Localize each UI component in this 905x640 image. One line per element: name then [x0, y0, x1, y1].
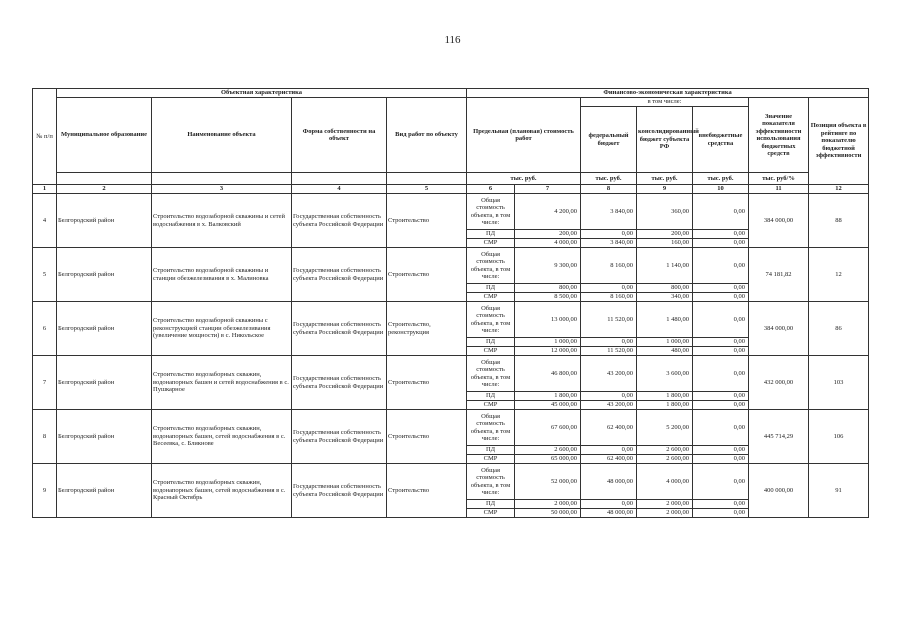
row-position: 106: [809, 410, 869, 464]
row-label-pd: ПД: [467, 446, 515, 455]
row-label-smr: СМР: [467, 455, 515, 464]
smr-consolidated: 160,00: [637, 239, 693, 248]
row-number: 4: [33, 194, 57, 248]
header-blank: [152, 173, 292, 185]
row-label-smr: СМР: [467, 239, 515, 248]
row-object-name: Строительство водозаборных скважин, водонапорных башен, сетей водоснабжения в с. Весеевка, с. Бликнове: [152, 410, 292, 464]
total-extra: 0,00: [693, 194, 749, 230]
unit-consolidated: тыс. руб.: [637, 173, 693, 185]
pd-max-cost: 200,00: [515, 230, 581, 239]
row-work-type: Строительство: [387, 410, 467, 464]
row-ownership: Государственная собственность субъекта Российской Федерации: [292, 464, 387, 518]
col-number: 11: [749, 185, 809, 194]
smr-federal: 62 400,00: [581, 455, 637, 464]
row-label-smr: СМР: [467, 401, 515, 410]
row-indicator: 400 000,00: [749, 464, 809, 518]
row-label-pd: ПД: [467, 284, 515, 293]
row-number: 8: [33, 410, 57, 464]
table-row: [33, 194, 869, 230]
row-object-name: Строительство водозаборных скважин, водонапорных башен и сетей водоснабжения в с. Пушкарное: [152, 356, 292, 410]
unit-max-cost: тыс. руб.: [467, 173, 581, 185]
row-position: 91: [809, 464, 869, 518]
col-number: 10: [693, 185, 749, 194]
header-blank: [57, 173, 152, 185]
pd-extra: 0,00: [693, 284, 749, 293]
pd-max-cost: 1 000,00: [515, 338, 581, 347]
pd-consolidated: 1 800,00: [637, 392, 693, 401]
row-label-smr: СМР: [467, 293, 515, 302]
smr-extra: 0,00: [693, 293, 749, 302]
pd-consolidated: 800,00: [637, 284, 693, 293]
row-position: 88: [809, 194, 869, 248]
row-indicator: 384 000,00: [749, 194, 809, 248]
table-row: [33, 248, 869, 284]
pd-extra: 0,00: [693, 500, 749, 509]
row-label-smr: СМР: [467, 347, 515, 356]
smr-extra: 0,00: [693, 347, 749, 356]
pd-federal: 0,00: [581, 446, 637, 455]
total-federal: 11 520,00: [581, 302, 637, 338]
table-row: [33, 464, 869, 500]
total-consolidated: 5 200,00: [637, 410, 693, 446]
row-work-type: Строительство, реконструкция: [387, 302, 467, 356]
header-position: Позиция объекта в рейтинге по показателю бюджетной эффективности: [809, 98, 869, 185]
col-number: 2: [57, 185, 152, 194]
smr-federal: 8 160,00: [581, 293, 637, 302]
total-max-cost: 67 600,00: [515, 410, 581, 446]
col-number: 5: [387, 185, 467, 194]
header-finance-group: Финансово-экономическая характеристика: [467, 89, 869, 98]
smr-federal: 43 200,00: [581, 401, 637, 410]
row-municipality: Белгородский район: [57, 356, 152, 410]
total-federal: 62 400,00: [581, 410, 637, 446]
row-number: 9: [33, 464, 57, 518]
unit-federal: тыс. руб.: [581, 173, 637, 185]
smr-consolidated: 2 000,00: [637, 509, 693, 518]
table-row: [33, 356, 869, 392]
header-municipality: Муниципальное образование: [57, 98, 152, 173]
row-label-pd: ПД: [467, 500, 515, 509]
table-row: [33, 410, 869, 446]
smr-max-cost: 50 000,00: [515, 509, 581, 518]
header-num: № п/п: [33, 89, 57, 185]
smr-extra: 0,00: [693, 239, 749, 248]
row-object-name: Строительство водозаборных скважин, водонапорных башен, сетей водоснабжения в с. Красный Октябрь: [152, 464, 292, 518]
pd-federal: 0,00: [581, 500, 637, 509]
smr-extra: 0,00: [693, 455, 749, 464]
col-number: 3: [152, 185, 292, 194]
table-row: [33, 302, 869, 338]
col-number: 6: [467, 185, 515, 194]
col-number: 1: [33, 185, 57, 194]
header-consolidated: консолидированный бюджет субъекта РФ: [637, 107, 693, 173]
col-number: 8: [581, 185, 637, 194]
header-blank: [292, 173, 387, 185]
total-federal: 43 200,00: [581, 356, 637, 392]
total-consolidated: 4 000,00: [637, 464, 693, 500]
row-position: 103: [809, 356, 869, 410]
row-number: 6: [33, 302, 57, 356]
pd-max-cost: 800,00: [515, 284, 581, 293]
total-extra: 0,00: [693, 356, 749, 392]
total-consolidated: 3 600,00: [637, 356, 693, 392]
smr-consolidated: 1 800,00: [637, 401, 693, 410]
header-ownership: Форма собственности на объект: [292, 98, 387, 173]
header-object-group: Объектная характеристика: [57, 89, 467, 98]
total-extra: 0,00: [693, 248, 749, 284]
row-position: 12: [809, 248, 869, 302]
total-max-cost: 13 000,00: [515, 302, 581, 338]
unit-extra: тыс. руб.: [693, 173, 749, 185]
row-ownership: Государственная собственность субъекта Российской Федерации: [292, 302, 387, 356]
row-object-name: Строительство водозаборной скважины и сетей водоснабжения в х. Валковский: [152, 194, 292, 248]
total-consolidated: 1 480,00: [637, 302, 693, 338]
row-label-total: Общая стоимость объекта, в том числе:: [467, 194, 515, 230]
pd-consolidated: 1 000,00: [637, 338, 693, 347]
row-ownership: Государственная собственность субъекта Российской Федерации: [292, 410, 387, 464]
row-municipality: Белгородский район: [57, 248, 152, 302]
pd-consolidated: 2 000,00: [637, 500, 693, 509]
row-object-name: Строительство водозаборной скважины с реконструкцией станции обезжелезивания (увеличение мощности) в с. Никольское: [152, 302, 292, 356]
smr-federal: 48 000,00: [581, 509, 637, 518]
header-extra: внебюджетные средства: [693, 107, 749, 173]
pd-extra: 0,00: [693, 230, 749, 239]
row-work-type: Строительство: [387, 464, 467, 518]
col-number: 7: [515, 185, 581, 194]
col-number: 9: [637, 185, 693, 194]
smr-max-cost: 4 000,00: [515, 239, 581, 248]
smr-consolidated: 2 600,00: [637, 455, 693, 464]
smr-extra: 0,00: [693, 401, 749, 410]
row-label-pd: ПД: [467, 230, 515, 239]
page-number: 116: [444, 34, 461, 46]
row-number: 7: [33, 356, 57, 410]
smr-federal: 3 840,00: [581, 239, 637, 248]
row-label-total: Общая стоимость объекта, в том числе:: [467, 248, 515, 284]
row-work-type: Строительство: [387, 248, 467, 302]
pd-extra: 0,00: [693, 338, 749, 347]
header-federal: федеральный бюджет: [581, 107, 637, 173]
total-federal: 3 840,00: [581, 194, 637, 230]
total-federal: 8 160,00: [581, 248, 637, 284]
row-position: 86: [809, 302, 869, 356]
row-label-pd: ПД: [467, 338, 515, 347]
pd-extra: 0,00: [693, 446, 749, 455]
total-max-cost: 9 300,00: [515, 248, 581, 284]
row-work-type: Строительство: [387, 356, 467, 410]
row-municipality: Белгородский район: [57, 302, 152, 356]
smr-consolidated: 480,00: [637, 347, 693, 356]
total-max-cost: 52 000,00: [515, 464, 581, 500]
pd-max-cost: 2 000,00: [515, 500, 581, 509]
total-consolidated: 1 140,00: [637, 248, 693, 284]
row-label-total: Общая стоимость объекта, в том числе:: [467, 464, 515, 500]
pd-federal: 0,00: [581, 284, 637, 293]
total-max-cost: 46 800,00: [515, 356, 581, 392]
smr-max-cost: 45 000,00: [515, 401, 581, 410]
col-number: 12: [809, 185, 869, 194]
pd-federal: 0,00: [581, 392, 637, 401]
row-object-name: Строительство водозаборной скважины и станции обезжелезивания в х. Малиновка: [152, 248, 292, 302]
pd-consolidated: 2 600,00: [637, 446, 693, 455]
header-work-type: Вид работ по объекту: [387, 98, 467, 173]
data-table: [32, 88, 869, 518]
row-label-total: Общая стоимость объекта, в том числе:: [467, 410, 515, 446]
total-max-cost: 4 200,00: [515, 194, 581, 230]
header-object-name: Наименование объекта: [152, 98, 292, 173]
row-indicator: 445 714,29: [749, 410, 809, 464]
row-number: 5: [33, 248, 57, 302]
pd-max-cost: 2 600,00: [515, 446, 581, 455]
row-ownership: Государственная собственность субъекта Российской Федерации: [292, 248, 387, 302]
header-blank: [387, 173, 467, 185]
total-extra: 0,00: [693, 302, 749, 338]
row-label-total: Общая стоимость объекта, в том числе:: [467, 302, 515, 338]
pd-extra: 0,00: [693, 392, 749, 401]
unit-indicator: тыс. руб/%: [749, 173, 809, 185]
pd-federal: 0,00: [581, 338, 637, 347]
header-max-cost: Предельная (плановая) стоимость работ: [467, 98, 581, 173]
smr-extra: 0,00: [693, 509, 749, 518]
header-including: в том числе:: [581, 98, 749, 107]
smr-max-cost: 12 000,00: [515, 347, 581, 356]
row-municipality: Белгородский район: [57, 464, 152, 518]
smr-max-cost: 8 500,00: [515, 293, 581, 302]
pd-federal: 0,00: [581, 230, 637, 239]
smr-federal: 11 520,00: [581, 347, 637, 356]
row-label-smr: СМР: [467, 509, 515, 518]
row-ownership: Государственная собственность субъекта Российской Федерации: [292, 356, 387, 410]
row-municipality: Белгородский район: [57, 410, 152, 464]
smr-consolidated: 340,00: [637, 293, 693, 302]
row-ownership: Государственная собственность субъекта Российской Федерации: [292, 194, 387, 248]
total-extra: 0,00: [693, 410, 749, 446]
row-indicator: 384 000,00: [749, 302, 809, 356]
row-indicator: 74 181,82: [749, 248, 809, 302]
smr-max-cost: 65 000,00: [515, 455, 581, 464]
total-federal: 48 000,00: [581, 464, 637, 500]
row-label-pd: ПД: [467, 392, 515, 401]
header-indicator: Значение показателя эффективности использования бюджетных средств: [749, 98, 809, 173]
row-work-type: Строительство: [387, 194, 467, 248]
col-number: 4: [292, 185, 387, 194]
pd-consolidated: 200,00: [637, 230, 693, 239]
total-consolidated: 360,00: [637, 194, 693, 230]
row-indicator: 432 000,00: [749, 356, 809, 410]
row-municipality: Белгородский район: [57, 194, 152, 248]
pd-max-cost: 1 800,00: [515, 392, 581, 401]
total-extra: 0,00: [693, 464, 749, 500]
row-label-total: Общая стоимость объекта, в том числе:: [467, 356, 515, 392]
